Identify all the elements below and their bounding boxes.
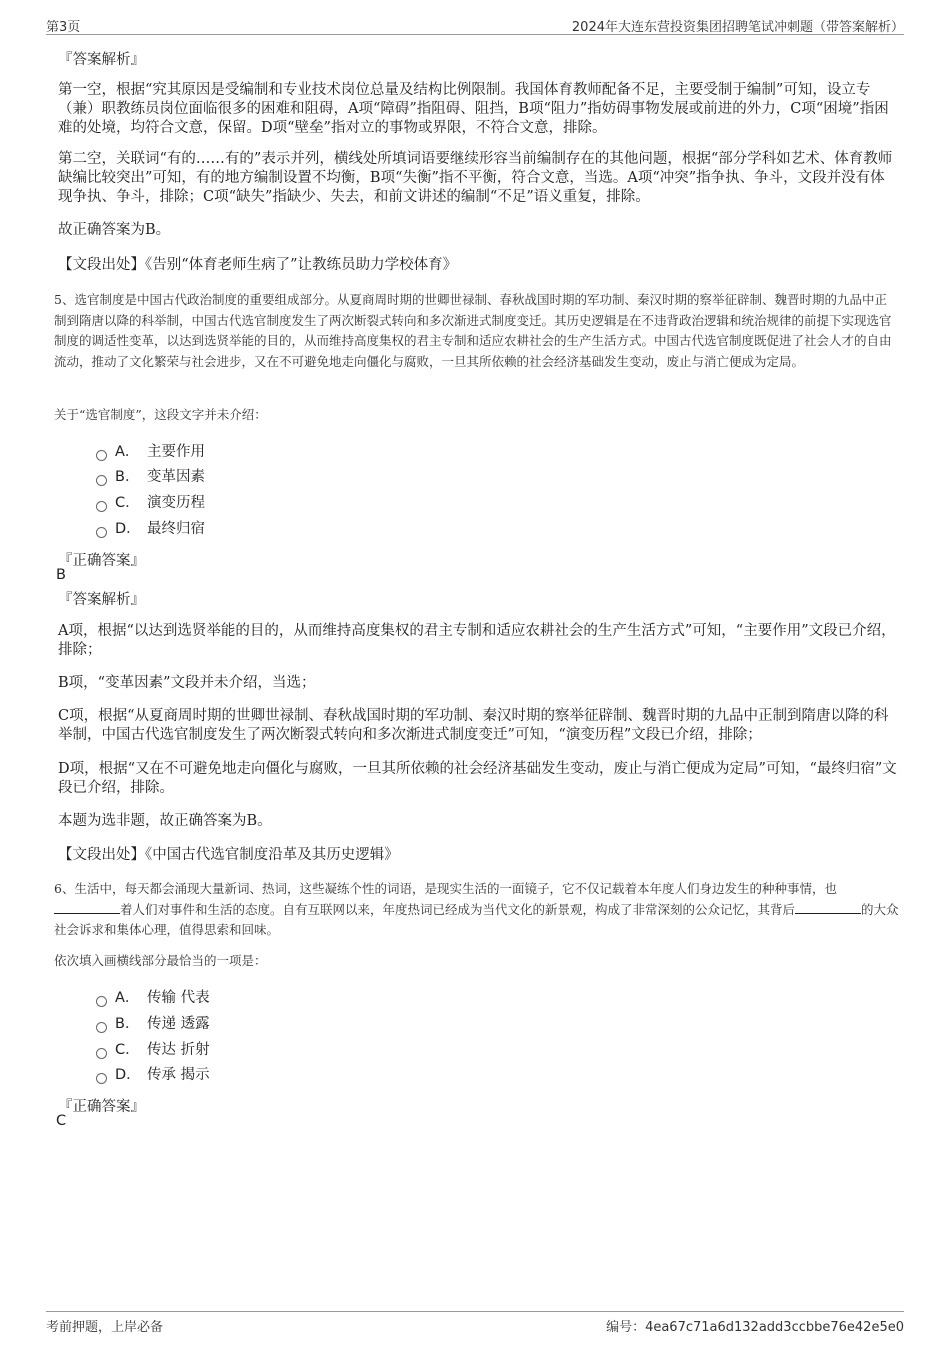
radio-icon[interactable] [96,996,107,1007]
fill-blank-1 [54,901,120,914]
q6-correct-label: 『正确答案』 [58,1099,145,1115]
page-number: 第3页 [46,20,81,35]
q5-option-d[interactable]: D． 最终归宿 [96,519,205,539]
q5-analysis-d: D项，根据“又在不可避免地走向僵化与腐败，一旦其所依赖的社会经济基础发生变动，废止与消亡便成为定局”可知，“最终归宿”文段已介绍，排除。 [58,761,897,796]
q6-option-c[interactable]: C． 传达 折射 [96,1040,210,1060]
q5-option-b[interactable]: B． 变革因素 [96,467,205,487]
q5-question: 关于“选官制度”，这段文字并未介绍： [54,407,267,422]
q5-analysis-b: B项，“变革因素”文段并未介绍，当选； [58,675,316,691]
document-id: 编号：4ea67c71a6d132add3ccbbe76e42e5e0 [606,1320,904,1335]
radio-icon[interactable] [96,1073,107,1084]
radio-icon[interactable] [96,527,107,538]
q6-option-a[interactable]: A． 传输 代表 [96,988,210,1008]
radio-icon[interactable] [96,450,107,461]
q4-analysis-label: 『答案解析』 [58,52,145,68]
q4-source: 【文段出处】《告别“体育老师生病了”让教练员助力学校体育》 [58,257,458,273]
q6-correct-answer: C [56,1113,67,1129]
q4-analysis-paragraph-1: 第一空，根据“究其原因是受编制和专业技术岗位总量及结构比例限制。我国体育教师配备不足，主要受制于编制”可知，设立专（兼）职教练员岗位面临很多的困难和阻碍，A项“障碍”指阻碍、阻挡，B项“阻力”指妨碍事物发展或前进的外力，C项“困境”指困难的处境，均符合文意，保留。D项“壁垒”指对立的事物或界限，不符合文意，排除。 [58,82,889,136]
q6-option-d[interactable]: D． 传承 揭示 [96,1065,210,1085]
fill-blank-2 [795,901,861,914]
q5-source: 【文段出处】《中国古代选官制度沿革及其历史逻辑》 [58,847,399,863]
page-footer [46,1311,904,1334]
q5-stem: 5、选官制度是中国古代政治制度的重要组成部分。从夏商周时期的世卿世禄制、春秋战国时期的军功制、秦汉时期的察举征辟制、魏晋时期的九品中正制到隋唐以降的科举制，中国古代选官制度发生了两次断裂式转向和多次渐进式制度变迁。其历史逻辑是在不违背政治逻辑和统治规律的前提下实现选官制度的调适性变革，以达到选贤举能的目的，从而维持高度集权的君主专制和适应农耕社会的生产生活方式。中国古代选官制度既促进了社会人才的自由流动，推动了文化繁荣与社会进步，又在不可避免地走向僵化与腐败，一旦其所依赖的社会经济基础发生变动，废止与消亡便成为定局。 [54,292,892,369]
q5-analysis-label: 『答案解析』 [58,592,145,608]
q4-answer-summary: 故正确答案为B。 [58,222,171,238]
q5-answer-summary: 本题为选非题，故正确答案为B。 [58,813,272,829]
document-title: 2024年大连东营投资集团招聘笔试冲刺题（带答案解析） [571,20,904,35]
q5-correct-answer: B [56,567,66,583]
q6-option-b[interactable]: B． 传递 透露 [96,1014,210,1034]
q5-option-c[interactable]: C． 演变历程 [96,493,205,513]
q5-analysis-c: C项，根据“从夏商周时期的世卿世禄制、春秋战国时期的军功制、秦汉时期的察举征辟制、魏晋时期的九品中正制到隋唐以降的科举制，中国古代选官制度发生了两次断裂式转向和多次渐进式制度变迁”可知，“演变历程”文段已介绍，排除； [58,708,889,743]
footer-slogan: 考前押题，上岸必备 [46,1320,164,1335]
q4-analysis-paragraph-2: 第二空，关联词“有的……有的”表示并列，横线处所填词语要继续形容当前编制存在的其他问题，根据“部分学科如艺术、体育教师缺编比较突出”可知，有的地方编制设置不均衡，B项“失衡”指不平衡，符合文意，当选。A项“冲突”指争执、争斗，文段并没有体现争执、争斗，排除；C项“缺失”指缺少、失去，和前文讲述的编制“不足”语义重复，排除。 [58,151,893,205]
q5-correct-label: 『正确答案』 [58,553,145,569]
q6-stem: 6、生活中，每天都会涌现大量新词、热词，这些凝练个性的词语，是现实生活的一面镜子，它不仅记载着本年度人们身边发生的种种事情，也着人们对事件和生活的态度。自有互联网以来，年度热词已经成为当代文化的新景观，构成了非常深刻的公众记忆，其背后 的大众社会诉求和集体心理，值得思索和回味。 [54,881,899,937]
radio-icon[interactable] [96,475,107,486]
q6-question: 依次填入画横线部分最恰当的一项是： [54,953,267,968]
radio-icon[interactable] [96,501,107,512]
q5-analysis-a: A项，根据“以达到选贤举能的目的，从而维持高度集权的君主专制和适应农耕社会的生产生活方式”可知，“主要作用”文段已介绍，排除； [58,623,896,658]
radio-icon[interactable] [96,1048,107,1059]
q5-option-a[interactable]: A． 主要作用 [96,442,205,462]
radio-icon[interactable] [96,1022,107,1033]
page-header [46,14,904,35]
